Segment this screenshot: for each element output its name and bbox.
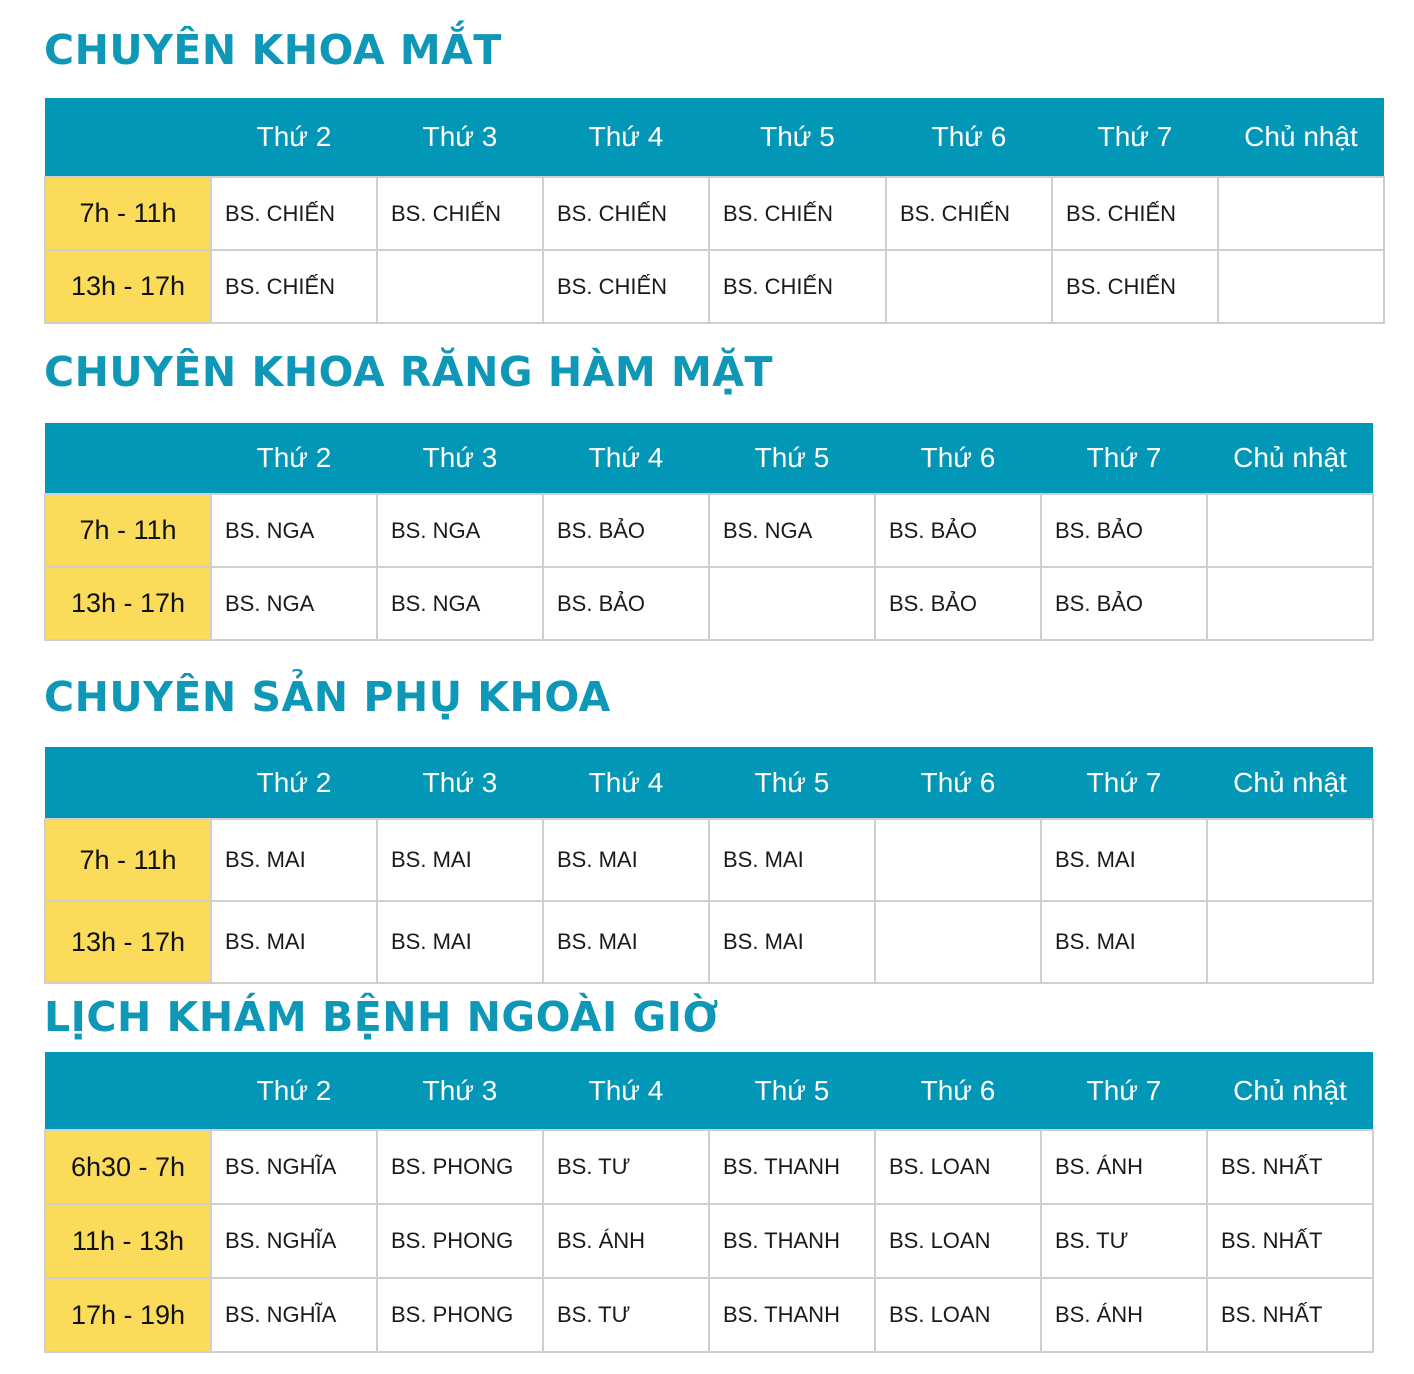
day-header: Thứ 7 bbox=[1041, 1052, 1207, 1130]
section-title: CHUYÊN KHOA RĂNG HÀM MẶT bbox=[44, 348, 773, 396]
table-row bbox=[45, 494, 1373, 567]
doctor-cell: BS. MAI bbox=[1041, 901, 1207, 983]
doctor-cell: BS. TƯ bbox=[1041, 1204, 1207, 1278]
day-header: Thứ 5 bbox=[709, 747, 875, 819]
day-header: Chủ nhật bbox=[1207, 1052, 1373, 1130]
doctor-cell bbox=[1207, 567, 1373, 640]
day-header: Thứ 7 bbox=[1041, 747, 1207, 819]
doctor-cell: BS. CHIẾN bbox=[709, 177, 886, 250]
time-slot: 13h - 17h bbox=[45, 901, 211, 983]
time-slot: 13h - 17h bbox=[45, 567, 211, 640]
doctor-cell bbox=[1207, 901, 1373, 983]
doctor-cell: BS. MAI bbox=[543, 819, 709, 901]
table-row bbox=[45, 250, 1384, 323]
doctor-cell: BS. NGA bbox=[709, 494, 875, 567]
doctor-cell: BS. LOAN bbox=[875, 1130, 1041, 1204]
header-row bbox=[45, 1052, 1373, 1130]
schedule-table bbox=[44, 747, 1374, 984]
doctor-cell: BS. THANH bbox=[709, 1204, 875, 1278]
time-slot: 6h30 - 7h bbox=[45, 1130, 211, 1204]
day-header: Thứ 4 bbox=[543, 423, 709, 494]
header-corner bbox=[45, 1052, 211, 1130]
doctor-cell bbox=[1207, 819, 1373, 901]
doctor-cell: BS. PHONG bbox=[377, 1204, 543, 1278]
table-row bbox=[45, 819, 1373, 901]
doctor-cell: BS. BẢO bbox=[875, 494, 1041, 567]
doctor-cell: BS. NGA bbox=[377, 567, 543, 640]
doctor-cell: BS. NHẤT bbox=[1207, 1130, 1373, 1204]
table-row bbox=[45, 567, 1373, 640]
time-slot: 7h - 11h bbox=[45, 819, 211, 901]
day-header: Thứ 3 bbox=[377, 423, 543, 494]
day-header: Thứ 5 bbox=[709, 423, 875, 494]
day-header: Thứ 4 bbox=[543, 747, 709, 819]
day-header: Thứ 4 bbox=[543, 98, 709, 177]
day-header: Chủ nhật bbox=[1207, 747, 1373, 819]
table-row bbox=[45, 1204, 1373, 1278]
doctor-cell: BS. NGHĨA bbox=[211, 1130, 377, 1204]
time-slot: 7h - 11h bbox=[45, 177, 211, 250]
doctor-cell: BS. NHẤT bbox=[1207, 1204, 1373, 1278]
doctor-cell: BS. MAI bbox=[1041, 819, 1207, 901]
doctor-cell: BS. NHẤT bbox=[1207, 1278, 1373, 1352]
day-header: Thứ 6 bbox=[886, 98, 1052, 177]
doctor-cell: BS. NGA bbox=[211, 567, 377, 640]
doctor-cell: BS. NGA bbox=[211, 494, 377, 567]
day-header: Chủ nhật bbox=[1207, 423, 1373, 494]
day-header: Thứ 2 bbox=[211, 98, 377, 177]
doctor-cell bbox=[875, 819, 1041, 901]
doctor-cell: BS. THANH bbox=[709, 1130, 875, 1204]
day-header: Thứ 5 bbox=[709, 1052, 875, 1130]
doctor-cell: BS. BẢO bbox=[543, 567, 709, 640]
schedule-table bbox=[44, 1052, 1374, 1353]
section-title: LỊCH KHÁM BỆNH NGOÀI GIỜ bbox=[44, 993, 719, 1041]
doctor-cell: BS. MAI bbox=[211, 819, 377, 901]
doctor-cell: BS. MAI bbox=[377, 819, 543, 901]
table-row bbox=[45, 1130, 1373, 1204]
doctor-cell: BS. CHIẾN bbox=[543, 250, 709, 323]
doctor-cell: BS. MAI bbox=[709, 901, 875, 983]
doctor-cell: BS. ÁNH bbox=[543, 1204, 709, 1278]
doctor-cell: BS. NGA bbox=[377, 494, 543, 567]
doctor-cell: BS. BẢO bbox=[1041, 494, 1207, 567]
doctor-cell: BS. NGHĨA bbox=[211, 1278, 377, 1352]
doctor-cell: BS. CHIẾN bbox=[1052, 177, 1218, 250]
day-header: Thứ 5 bbox=[709, 98, 886, 177]
doctor-cell: BS. ÁNH bbox=[1041, 1130, 1207, 1204]
day-header: Thứ 3 bbox=[377, 747, 543, 819]
time-slot: 11h - 13h bbox=[45, 1204, 211, 1278]
doctor-cell: BS. BẢO bbox=[1041, 567, 1207, 640]
doctor-cell: BS. TƯ bbox=[543, 1130, 709, 1204]
day-header: Thứ 6 bbox=[875, 747, 1041, 819]
day-header: Thứ 7 bbox=[1041, 423, 1207, 494]
schedule-table bbox=[44, 98, 1385, 324]
doctor-cell: BS. CHIẾN bbox=[377, 177, 543, 250]
day-header: Thứ 3 bbox=[377, 1052, 543, 1130]
day-header: Thứ 2 bbox=[211, 747, 377, 819]
day-header: Thứ 4 bbox=[543, 1052, 709, 1130]
header-row bbox=[45, 98, 1384, 177]
doctor-cell: BS. ÁNH bbox=[1041, 1278, 1207, 1352]
doctor-cell bbox=[886, 250, 1052, 323]
schedule-table bbox=[44, 423, 1374, 641]
section-title: CHUYÊN SẢN PHỤ KHOA bbox=[44, 673, 611, 721]
time-slot: 13h - 17h bbox=[45, 250, 211, 323]
doctor-cell: BS. NGHĨA bbox=[211, 1204, 377, 1278]
doctor-cell: BS. THANH bbox=[709, 1278, 875, 1352]
doctor-cell bbox=[377, 250, 543, 323]
doctor-cell: BS. PHONG bbox=[377, 1278, 543, 1352]
doctor-cell: BS. CHIẾN bbox=[709, 250, 886, 323]
day-header: Thứ 2 bbox=[211, 1052, 377, 1130]
day-header: Thứ 7 bbox=[1052, 98, 1218, 177]
doctor-cell bbox=[1207, 494, 1373, 567]
doctor-cell: BS. PHONG bbox=[377, 1130, 543, 1204]
header-row bbox=[45, 423, 1373, 494]
doctor-cell bbox=[875, 901, 1041, 983]
doctor-cell bbox=[1218, 250, 1384, 323]
table-row bbox=[45, 177, 1384, 250]
doctor-cell: BS. CHIẾN bbox=[886, 177, 1052, 250]
time-slot: 7h - 11h bbox=[45, 494, 211, 567]
day-header: Chủ nhật bbox=[1218, 98, 1384, 177]
doctor-cell: BS. CHIẾN bbox=[211, 250, 377, 323]
doctor-cell: BS. MAI bbox=[709, 819, 875, 901]
day-header: Thứ 3 bbox=[377, 98, 543, 177]
doctor-cell: BS. CHIẾN bbox=[1052, 250, 1218, 323]
doctor-cell: BS. BẢO bbox=[543, 494, 709, 567]
doctor-cell: BS. LOAN bbox=[875, 1204, 1041, 1278]
table-row bbox=[45, 1278, 1373, 1352]
day-header: Thứ 6 bbox=[875, 1052, 1041, 1130]
doctor-cell: BS. CHIẾN bbox=[543, 177, 709, 250]
header-corner bbox=[45, 423, 211, 494]
section-title: CHUYÊN KHOA MẮT bbox=[44, 26, 502, 74]
time-slot: 17h - 19h bbox=[45, 1278, 211, 1352]
table-row bbox=[45, 901, 1373, 983]
doctor-cell: BS. MAI bbox=[543, 901, 709, 983]
doctor-cell bbox=[709, 567, 875, 640]
doctor-cell: BS. BẢO bbox=[875, 567, 1041, 640]
doctor-cell: BS. LOAN bbox=[875, 1278, 1041, 1352]
doctor-cell bbox=[1218, 177, 1384, 250]
day-header: Thứ 2 bbox=[211, 423, 377, 494]
doctor-cell: BS. MAI bbox=[211, 901, 377, 983]
doctor-cell: BS. CHIẾN bbox=[211, 177, 377, 250]
doctor-cell: BS. MAI bbox=[377, 901, 543, 983]
header-row bbox=[45, 747, 1373, 819]
header-corner bbox=[45, 98, 211, 177]
header-corner bbox=[45, 747, 211, 819]
day-header: Thứ 6 bbox=[875, 423, 1041, 494]
doctor-cell: BS. TƯ bbox=[543, 1278, 709, 1352]
